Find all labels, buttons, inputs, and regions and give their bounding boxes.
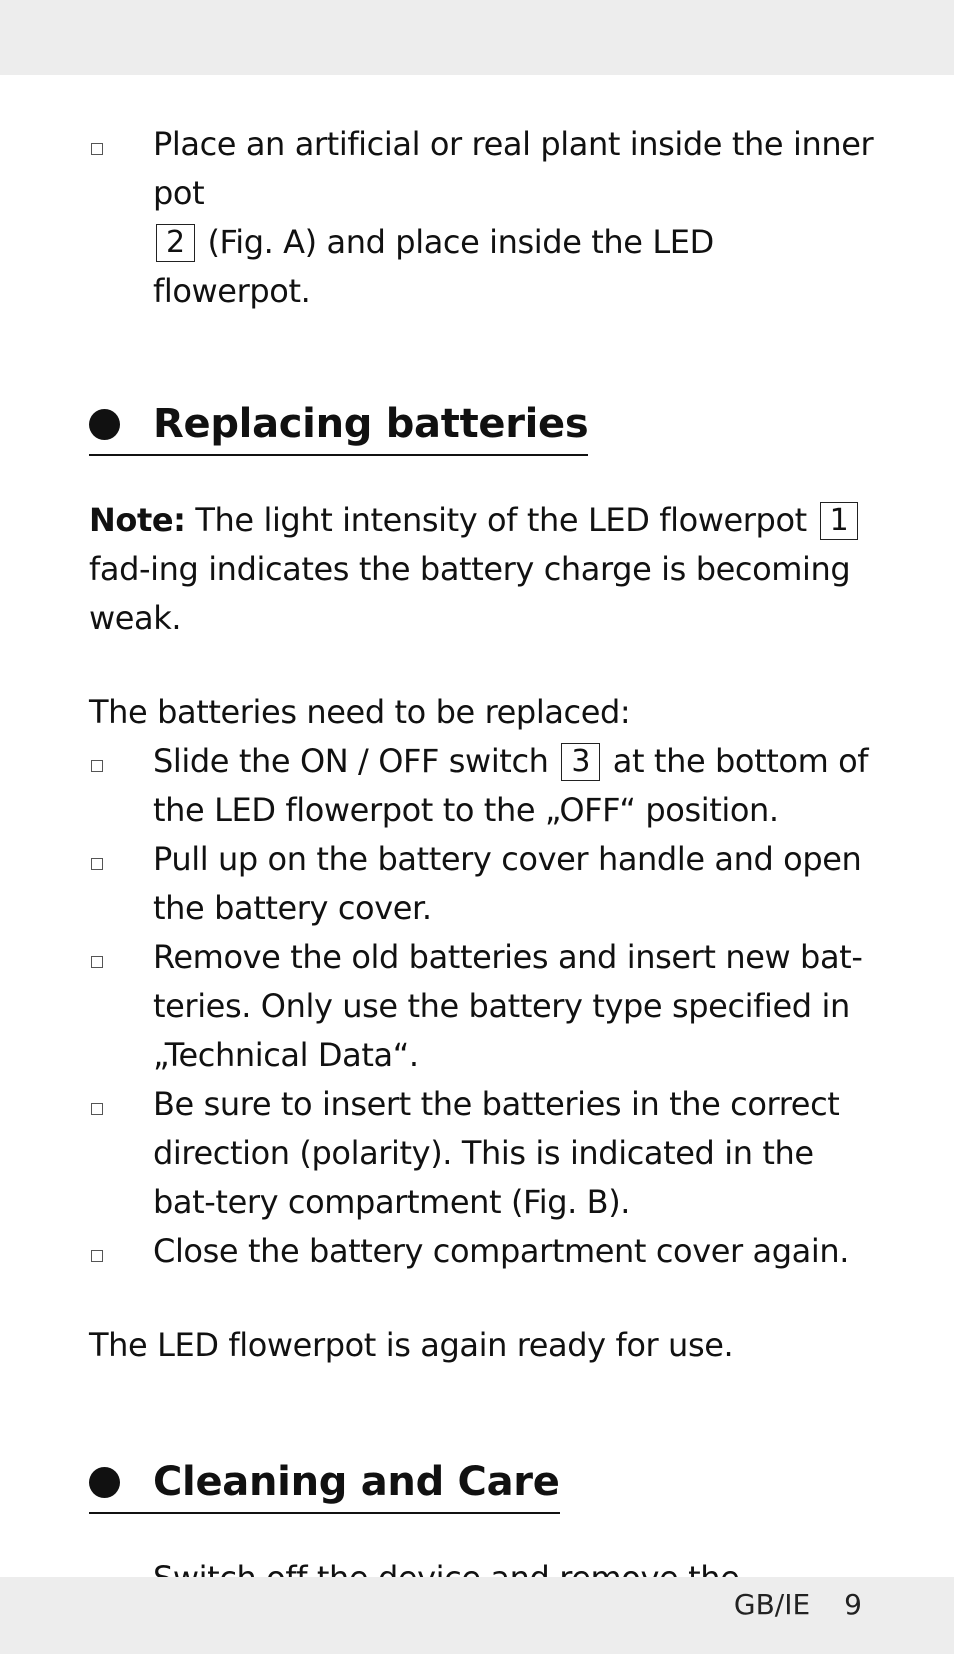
top-margin-band <box>0 0 954 75</box>
step-text-part2: at the bottom of the LED flowerpot to the „OFF“ position. <box>153 742 869 829</box>
note-text-part1: The light intensity of the LED flowerpot <box>195 501 807 539</box>
list-item <box>89 835 879 933</box>
lead-paragraph: The batteries need to be replaced: <box>89 693 631 731</box>
note-text-part2: fad-ing indicates the battery charge is becoming weak. <box>89 550 851 637</box>
list-item <box>89 933 879 1080</box>
step-text: Be sure to insert the batteries in the correct direction (polarity). This is indicated in the bat-tery compartment (Fig. B). <box>153 1085 840 1221</box>
list-item <box>89 1080 879 1227</box>
footer-region: GB/IE <box>733 1588 811 1621</box>
reference-number-box: 1 <box>820 502 859 540</box>
intro-list-item <box>89 120 879 316</box>
note-label: Note: <box>89 501 186 539</box>
heading-text: Replacing batteries <box>153 401 589 447</box>
reference-number-box: 2 <box>156 224 195 262</box>
heading-text: Cleaning and Care <box>153 1459 560 1505</box>
step-text-part1: Slide the ON / OFF switch <box>153 742 549 780</box>
intro-text-part1: Place an artificial or real plant inside the inner pot <box>153 125 874 212</box>
step-text: Remove the old batteries and insert new bat-teries. Only use the battery type specified in „Technical Data“. <box>153 938 863 1074</box>
page-content <box>89 120 879 1652</box>
section-bullet-dot-icon <box>89 409 120 440</box>
page-footer <box>734 1585 862 1625</box>
checkbox-bullet-icon <box>91 1250 103 1262</box>
note-paragraph <box>89 496 879 643</box>
checkbox-bullet-icon <box>91 858 103 870</box>
section-heading-replacing-batteries <box>89 398 588 456</box>
section-heading-cleaning-and-care <box>89 1456 560 1514</box>
checkbox-bullet-icon <box>91 956 103 968</box>
checkbox-bullet-icon <box>91 1103 103 1115</box>
list-item <box>89 1227 879 1276</box>
page-number: 9 <box>844 1588 862 1621</box>
checkbox-bullet-icon <box>91 760 103 772</box>
closing-paragraph: The LED flowerpot is again ready for use. <box>89 1326 734 1364</box>
step-text: Close the battery compartment cover again. <box>153 1232 850 1270</box>
step-text: Pull up on the battery cover handle and open the battery cover. <box>153 840 862 927</box>
intro-text-part2: (Fig. A) and place inside the LED flowerpot. <box>153 223 714 310</box>
section-bullet-dot-icon <box>89 1467 120 1498</box>
checkbox-bullet-icon <box>91 143 103 155</box>
reference-number-box: 3 <box>561 743 600 781</box>
list-item <box>89 737 879 835</box>
